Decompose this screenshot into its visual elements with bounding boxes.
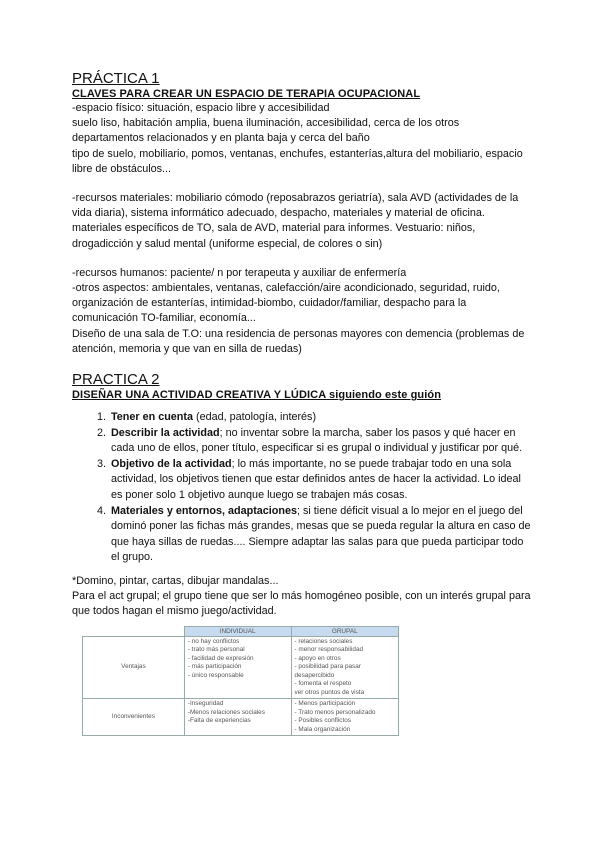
practica1-paragraph: -espacio físico: situación, espacio libre y accesibilidad [72, 102, 330, 114]
practica1-paragraph: Diseño de una sala de T.O: una residencia de personas mayores con demencia (problemas de atención, memoria y que van en silla de ruedas) [72, 327, 525, 355]
practica1-title: PRÁCTICA 1 [72, 70, 160, 87]
group-activity-note: Para el act grupal; el grupo tiene que ser lo más homogéneo posible, con un interés grupal para que todos hagan el mismo juego/actividad. [72, 590, 531, 618]
list-item: 3. Objetivo de la actividad; lo más importante, no se puede trabajar todo en una sola actividad, los objetivos tienen que estar definidos antes de hacer la actividad. Lo ideal es poner solo 1 objetivo aunque luego se trabajen más cosas. [109, 457, 532, 504]
practica1-subtitle: CLAVES PARA CREAR UN ESPACIO DE TERAPIA OCUPACIONAL [72, 88, 421, 100]
cell-inconvenientes-individual: -Inseguridad -Menos relaciones sociales -Falta de experiencias [184, 699, 291, 736]
practica1-paragraph: suelo liso, habitación amplia, buena iluminación, accesibilidad, cerca de los otros departamentos relacionados y en planta baja y cerca del baño [72, 117, 460, 145]
cell-inconvenientes-grupal: - Menos participación - Trato menos personalizado - Posibles conflictos - Mala organización [291, 699, 399, 736]
guide-list [72, 410, 532, 566]
practica2-subtitle: DISEÑAR UNA ACTIVIDAD CREATIVA Y LÚDICA siguiendo este guión [72, 389, 442, 402]
cell-ventajas-individual: - no hay conflictos - trato más personal - facilidad de expresión - más participación - único responsable [184, 636, 291, 699]
practica1-paragraph: -recursos humanos: paciente/ n por terapeuta y auxiliar de enfermería [72, 266, 407, 279]
practica1-paragraph: -otros aspectos: ambientales, ventanas, calefacción/aire acondicionado, seguridad, ruido, organización de estanterías, intimidad-biombo, cuidador/familiar, despacho para la comunicación TO-familiar, economía... [72, 282, 500, 325]
practica1-paragraph: tipo de suelo, mobiliario, pomos, ventanas, enchufes, estanterías,altura del mobiliario, espacio libre de obstáculos... [72, 147, 523, 175]
row-label-ventajas: Ventajas [83, 636, 185, 699]
row-label-inconvenientes: Inconvenientes [83, 699, 185, 736]
table-row [83, 636, 399, 699]
activity-examples: *Domino, pintar, cartas, dibujar mandalas... [72, 574, 279, 587]
table-header-individual: INDIVIDUAL [184, 626, 291, 636]
document-page [72, 70, 532, 736]
practica2-title: PRACTICA 2 [72, 371, 160, 389]
list-item: 1. Tener en cuenta (edad, patología, interés) [109, 410, 532, 426]
table-header-grupal: GRUPAL [291, 626, 399, 636]
cell-ventajas-grupal: - relaciones sociales - menor responsabilidad - apoyo en otros - posibilidad para pasar desapercibido - fomenta el respeto ver otros puntos de vista [291, 636, 399, 699]
practica1-paragraph: -recursos materiales: mobiliario cómodo (reposabrazos geriatría), sala AVD (actividades de la vida diaria), sistema informático adecuado, despacho, materiales y material de oficina. materiales específicos de TO, sala de AVD, material para informes. Vestuario: niños, drogadicción y salud mental (uniforme especial, de colores o sin) [72, 192, 519, 250]
list-item: 4. Materiales y entornos, adaptaciones; si tiene déficit visual a lo mejor en el juego del dominó poner las fichas más grandes, mesas que se pueda regular la altura en caso de que haya sillas de ruedas.... Siempre adaptar las salas para que pueda participar todo el grupo. [109, 504, 532, 566]
table-row [83, 699, 399, 736]
list-item: 2. Describir la actividad; no inventar sobre la marcha, saber los pasos y qué hacer en cada uno de ellos, poner título, especificar si es grupal o individual y justificar por qué. [109, 426, 532, 457]
comparison-table [82, 626, 399, 737]
